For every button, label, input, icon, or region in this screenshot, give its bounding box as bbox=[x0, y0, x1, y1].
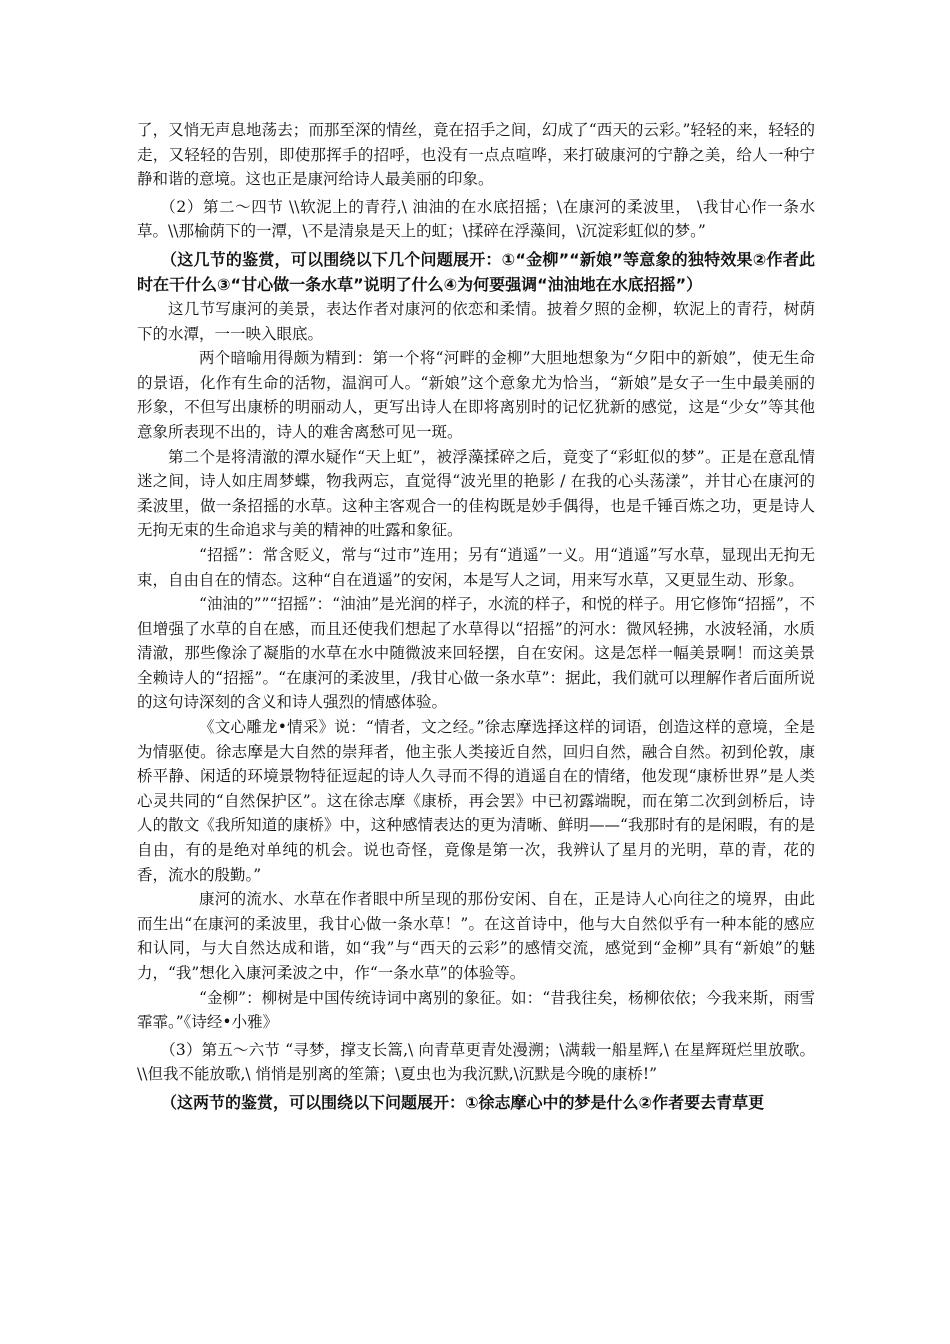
section-3-quote: （3）第五～六节 “寻梦，撑支长篙,\ 向青草更青处漫溯；\满载一船星辉,\ 在星辉斑烂里放歌。\\但我不能放歌,\ 悄悄是别离的笙箫；\夏虫也为我沉默,\沉默是今晚的康桥!” bbox=[137, 1040, 815, 1084]
paragraph-youyou: “油油的””“招摇”：“油油”是光润的样子，水流的样子，和悦的样子。用它修饰“招摇”，不但增强了水草的自在感，而且还使我们想起了水草得以“招摇”的河水：微风轻拂，水波轻涌，水质清澈，那些像涂了凝脂的水草在水中随微波来回轻摆，自在安闲。这是怎样一幅美景啊！而这美景全赖诗人的“招摇”。“在康河的柔波里，/我甘心做一条水草”：据此，我们就可以理解作者后面所说的这句诗深刻的含义和诗人强烈的情感体验。 bbox=[137, 595, 815, 712]
document-page bbox=[137, 118, 815, 1115]
paragraph-golden-willow: “金柳”：柳树是中国传统诗词中离别的象征。如：“昔我往矣，杨柳依依；今我来斯，雨雪霏霏。”《诗经•小雅》 bbox=[137, 988, 815, 1032]
paragraph-scenery: 这几节写康河的美景，表达作者对康河的依恋和柔情。披着夕照的金柳，软泥上的青荇，树荫下的水潭，一一映入眼底。 bbox=[137, 299, 815, 343]
section-3-guide-questions: （这两节的鉴赏，可以围绕以下问题展开：①徐志摩心中的梦是什么②作者要去青草更 bbox=[161, 1092, 765, 1112]
paragraph-river-grass: 康河的流水、水草在作者眼中所呈现的那份安闲、自在，正是诗人心向往之的境界，由此而生出“在康河的柔波里，我甘心做一条水草！”。在这首诗中，他与大自然似乎有一种本能的感应和认同，与大自然达成和谐，如“我”与“西天的云彩”的感情交流，感觉到“金柳”具有“新娘”的魅力，“我”想化入康河柔波之中，作“一条水草”的体验等。 bbox=[137, 890, 815, 982]
paragraph-zhaoyao: “招摇”：常含贬义，常与“过市”连用；另有“逍遥”一义。用“逍遥”写水草，显现出无拘无束，自由自在的情态。这种“自在逍遥”的安闲，本是写人之词，用来写水草，又更显生动、形象。 bbox=[137, 545, 815, 589]
paragraph-wenxin-diaolong: 《文心雕龙•情采》说：“情者，文之经。”徐志摩选择这样的词语，创造这样的意境，全是为情驱使。徐志摩是大自然的崇拜者，他主张人类接近自然，回归自然，融合自然。初到伦敦，康桥平静、闲适的环境景物特征逗起的诗人久寻而不得的逍遥自在的情绪，他发现“康桥世界”是人类心灵共同的“自然保护区”。这在徐志摩《康桥，再会罢》中已初露端睨，而在第二次到剑桥后，诗人的散文《我所知道的康桥》中，这种感情表达的更为清晰、鲜明——“我那时有的是闲暇，有的是自由，有的是绝对单纯的机会。说也奇怪，竟像是第一次，我辨认了星月的光明，草的青，花的香，流水的殷勤。” bbox=[137, 718, 815, 884]
paragraph-metaphor-one: 两个暗喻用得颇为精到：第一个将“河畔的金柳”大胆地想象为“夕阳中的新娘”，使无生命的景语，化作有生命的活物，温润可人。“新娘”这个意象尤为恰当，“新娘”是女子一生中最美丽的形象，不但写出康桥的明丽动人，更写出诗人在即将离别时的记忆犹新的感觉，这是“少女”等其他意象所表现不出的，诗人的难舍离愁可见一斑。 bbox=[137, 349, 815, 441]
section-2-quote: （2）第二～四节 \\软泥上的青荇,\ 油油的在水底招摇；\在康河的柔波里， \我甘心作一条水草。\\那榆荫下的一潭，\不是清泉是天上的虹；\揉碎在浮藻间，\沉淀彩虹似的梦。” bbox=[137, 197, 815, 241]
paragraph-metaphor-two: 第二个是将清澈的潭水疑作“天上虹”，被浮藻揉碎之后，竟变了“彩虹似的梦”。正是在意乱情迷之间，诗人如庄周梦蝶，物我两忘，直觉得“波光里的艳影 / 在我的心头荡漾”，并甘心在康河的柔波里，做一条招摇的水草。这种主客观合一的佳构既是妙手偶得，也是千锤百炼之功，更是诗人无拘无束的生命追求与美的精神的吐露和象征。 bbox=[137, 447, 815, 540]
paragraph-intro-continuation: 了，又悄无声息地荡去；而那至深的情丝，竟在招手之间，幻成了“西天的云彩。”轻轻的来，轻轻的走，又轻轻的告别，即使那挥手的招呼，也没有一点点喧哗，来打破康河的宁静之美，给人一种宁静和谐的意境。这也正是康河给诗人最美丽的印象。 bbox=[137, 121, 815, 189]
section-2-guide-questions: （这几节的鉴赏，可以围绕以下几个问题展开：①“金柳”“新娘”等意象的独特效果②作者此时在干什么③“甘心做一条水草”说明了什么④为何要强调“油油地在水底招摇”） bbox=[137, 249, 815, 294]
